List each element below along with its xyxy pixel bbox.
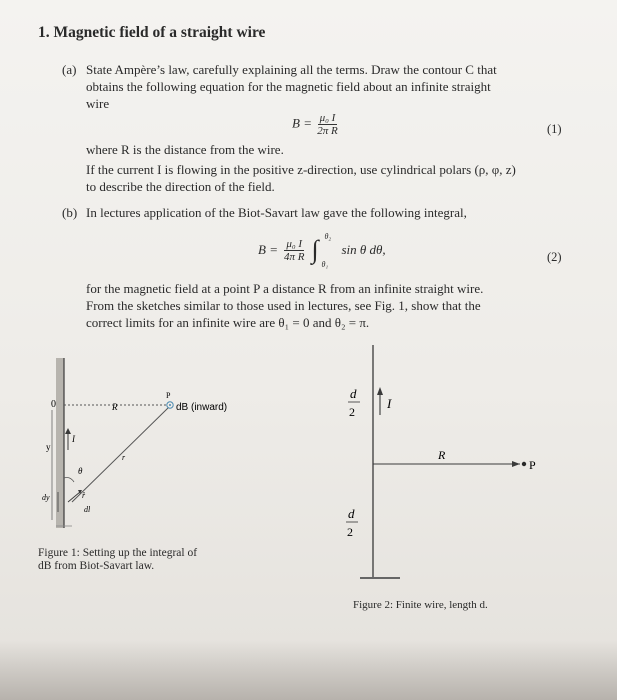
- equation-2: [258, 232, 386, 268]
- fig1-r-hat-label: r̂: [82, 491, 86, 500]
- fig1-theta-arc: [64, 478, 74, 483]
- fig1-R-label: R: [112, 402, 118, 412]
- part-a-current-line-1: If the current I is flowing in the positive z-direction, use cylindrical polars (ρ, φ, z): [86, 162, 516, 177]
- figure-1-caption-line-1: Figure 1: Setting up the integral of: [38, 547, 198, 559]
- part-b-intro: In lectures application of the Biot-Savart law gave the following integral,: [86, 205, 467, 220]
- part-a-label: (a): [62, 62, 77, 77]
- fig2-R-arrowhead: [512, 461, 520, 467]
- fig1-P-label: P: [166, 391, 171, 400]
- fig2-P-label: P: [529, 458, 536, 472]
- fig2-current-arrowhead: [377, 387, 383, 395]
- part-a-current-line-2: to describe the direction of the field.: [86, 179, 275, 194]
- figure-1-caption-line-2: dB from Biot-Savart law.: [38, 560, 155, 572]
- eq2-integral: [309, 232, 337, 268]
- fig2-current-label: I: [387, 396, 392, 411]
- eq2-lower-limit: θ₁: [321, 260, 329, 269]
- figure-1-diagram: [38, 350, 318, 535]
- part-a-line-3: wire: [86, 96, 110, 111]
- equation-1-tag: (1): [547, 122, 562, 136]
- problem-title: 1. Magnetic field of a straight wire: [38, 24, 266, 41]
- fig2-top-2: 2: [349, 405, 355, 419]
- fig1-r-line: [72, 408, 168, 502]
- fig1-theta-label: θ: [78, 466, 83, 476]
- eq2-integrand: sin θ dθ,: [341, 242, 386, 257]
- eq2-upper-limit: θ₂: [324, 232, 332, 241]
- fig1-origin-label: 0: [51, 399, 56, 410]
- fig1-dy-label: dy: [42, 493, 50, 502]
- fig1-current-label: I: [72, 434, 75, 444]
- part-a-where: where R is the distance from the wire.: [86, 142, 284, 157]
- page-shadow: [0, 640, 617, 700]
- eq2-fraction: [282, 238, 306, 263]
- fig2-point-P: [522, 462, 526, 466]
- eq2-numerator: μ₀ I: [286, 237, 303, 250]
- equation-2-tag: (2): [547, 250, 562, 264]
- part-a-line-1: State Ampère’s law, carefully explaining all the terms. Draw the contour C that: [86, 62, 497, 77]
- fig2-top-d: d: [350, 386, 357, 401]
- eq1-fraction: [315, 112, 339, 137]
- eq2-lhs: B =: [258, 242, 278, 257]
- eq1-numerator: μ₀ I: [319, 112, 336, 124]
- fig1-r-label: r: [122, 453, 126, 462]
- fig2-R-label: R: [438, 448, 446, 462]
- part-b-line-3: correct limits for an infinite wire are θ₁ = 0 and θ₂ = π.: [86, 315, 370, 330]
- equation-1: [292, 112, 340, 137]
- eq2-denominator: 4π R: [283, 250, 305, 263]
- part-a-line-2: obtains the following equation for the magnetic field about an infinite straight: [86, 79, 491, 94]
- part-b-label: (b): [62, 205, 78, 220]
- fig1-current-arrowhead: [65, 428, 71, 434]
- eq1-denominator: 2π R: [317, 125, 338, 137]
- figure-2-caption: Figure 2: Finite wire, length d.: [353, 599, 488, 611]
- fig1-dB-label: dB (inward): [176, 402, 228, 413]
- part-b-line-1: for the magnetic field at a point P a distance R from an infinite straight wire.: [86, 281, 484, 296]
- fig1-dl-label: dl: [84, 505, 91, 514]
- eq1-lhs: B =: [292, 115, 312, 131]
- fig2-bottom-d: d: [348, 506, 355, 521]
- part-b-line-2: From the sketches similar to those used in lectures, see Fig. 1, show that the: [86, 298, 481, 313]
- integral-sign: ∫: [311, 235, 319, 264]
- fig1-y-label: y: [46, 442, 51, 452]
- fig1-point-P-dot: [169, 404, 171, 406]
- fig2-bottom-2: 2: [347, 525, 353, 539]
- figure-2-diagram: [340, 340, 580, 590]
